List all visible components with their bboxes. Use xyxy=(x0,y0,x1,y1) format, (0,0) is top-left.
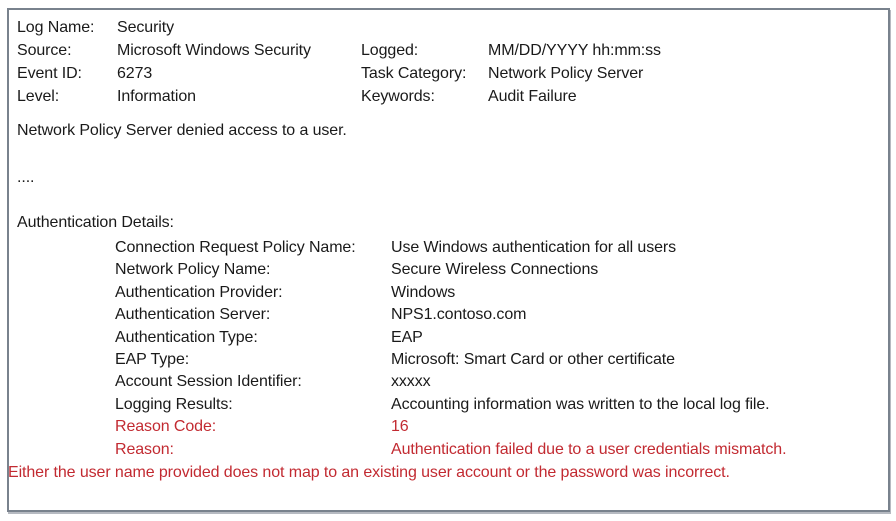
detail-value: EAP xyxy=(391,328,423,346)
detail-label: Authentication Server: xyxy=(115,306,271,324)
logged-label: Logged: xyxy=(361,42,419,59)
detail-value: Use Windows authentication for all users xyxy=(391,239,677,256)
event-id-label: Event ID: xyxy=(17,65,82,82)
detail-value: Windows xyxy=(391,283,456,301)
header-row-log-name xyxy=(0,16,896,39)
detail-label: Reason Code: xyxy=(115,418,217,436)
detail-row-network-policy-name xyxy=(0,259,896,281)
detail-label: Network Policy Name: xyxy=(115,261,271,279)
task-category-label: Task Category: xyxy=(361,65,467,82)
header-row-level-keywords xyxy=(0,85,896,108)
detail-row-authentication-server xyxy=(0,304,896,326)
detail-row-eap-type xyxy=(0,349,896,371)
detail-label: Authentication Type: xyxy=(115,328,258,346)
level-value: Information xyxy=(117,88,196,105)
detail-value: Authentication failed due to a user credentials mismatch. xyxy=(391,440,787,458)
event-properties-header xyxy=(0,16,896,108)
keywords-label: Keywords: xyxy=(361,88,435,105)
detail-row-authentication-provider xyxy=(0,282,896,304)
detail-value: 16 xyxy=(391,418,409,436)
authentication-details-heading: Authentication Details: xyxy=(17,214,174,231)
authentication-details-list xyxy=(0,237,896,461)
detail-row-authentication-type xyxy=(0,327,896,349)
detail-label: EAP Type: xyxy=(115,350,190,368)
detail-value: Microsoft: Smart Card or other certificate xyxy=(391,350,675,368)
detail-row-account-session-identifier xyxy=(0,371,896,393)
log-name-label: Log Name: xyxy=(17,19,95,36)
header-row-source-logged xyxy=(0,39,896,62)
level-label: Level: xyxy=(17,88,60,105)
keywords-value: Audit Failure xyxy=(488,88,577,105)
source-value: Microsoft Windows Security xyxy=(117,42,311,59)
task-category-value: Network Policy Server xyxy=(488,65,644,82)
detail-value: Accounting information was written to the local log file. xyxy=(391,395,770,413)
detail-value: xxxxx xyxy=(391,373,431,391)
detail-row-reason xyxy=(0,439,896,461)
detail-label: Account Session Identifier: xyxy=(115,373,302,391)
reason-explanation-note: Either the user name provided does not map to an existing user account or the password was incorrect. xyxy=(8,464,730,481)
detail-label: Logging Results: xyxy=(115,395,233,413)
detail-row-reason-code xyxy=(0,416,896,438)
detail-row-logging-results xyxy=(0,394,896,416)
detail-label: Reason: xyxy=(115,440,174,458)
log-name-value: Security xyxy=(117,19,174,36)
detail-value: Secure Wireless Connections xyxy=(391,261,599,279)
detail-value: NPS1.contoso.com xyxy=(391,306,527,324)
logged-value: MM/DD/YYYY hh:mm:ss xyxy=(488,42,661,59)
detail-row-connection-request-policy xyxy=(0,237,896,259)
ellipsis-text: .... xyxy=(17,169,35,186)
event-description: Network Policy Server denied access to a user. xyxy=(17,122,347,139)
header-row-eventid-taskcategory xyxy=(0,62,896,85)
detail-label: Authentication Provider: xyxy=(115,283,283,301)
detail-label: Connection Request Policy Name: xyxy=(115,239,356,256)
event-id-value: 6273 xyxy=(117,65,153,82)
source-label: Source: xyxy=(17,42,72,59)
